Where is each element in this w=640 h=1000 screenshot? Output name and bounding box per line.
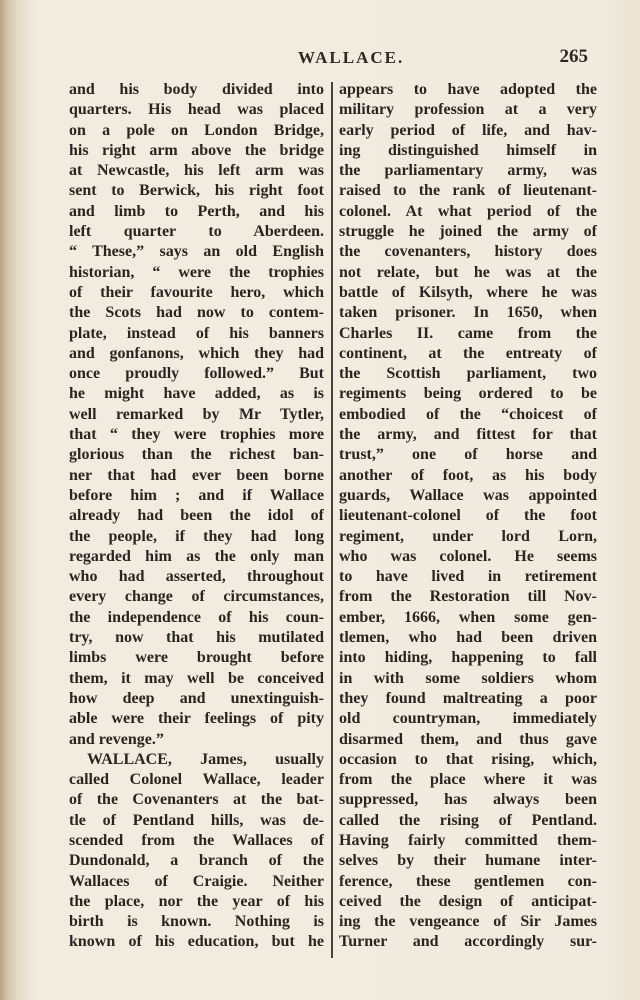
- text-line: Having fairly committed them-: [339, 831, 597, 849]
- text-line: embodied of the “choicest of: [339, 405, 597, 423]
- text-line: quarters. His head was placed: [69, 101, 324, 119]
- text-line: occasion to that rising, which,: [339, 750, 597, 768]
- text-line: at Newcastle, his left arm was: [69, 162, 324, 180]
- text-line: ing distinguished himself in: [339, 141, 597, 159]
- right-text-column: [339, 80, 597, 953]
- text-line: Charles II. came from the: [339, 324, 597, 342]
- text-line: that “ they were trophies more: [69, 426, 324, 444]
- text-line: from the place where it was: [339, 771, 597, 789]
- text-line: tle of Pentland hills, was de-: [69, 811, 324, 829]
- text-line: how deep and unextinguish-: [69, 689, 324, 707]
- running-head: WALLACE.: [298, 48, 405, 67]
- text-line: ing the vengeance of Sir James: [339, 913, 597, 931]
- text-line: tlemen, who had been driven: [339, 629, 597, 647]
- text-line: once proudly followed.” But: [69, 365, 324, 383]
- book-spine-shadow: [0, 0, 30, 1000]
- text-line: WALLACE, James, usually: [87, 750, 324, 768]
- text-line: who had asserted, throughout: [69, 568, 324, 586]
- text-line: scended from the Wallaces of: [69, 831, 324, 849]
- text-line: continent, at the entreaty of: [339, 344, 597, 362]
- text-line: disarmed them, and thus gave: [339, 730, 597, 748]
- text-line: struggle he joined the army of: [339, 223, 597, 241]
- text-line: and gonfanons, which they had: [69, 344, 324, 362]
- text-line: regiment, under lord Lorn,: [339, 527, 597, 545]
- text-line: appears to have adopted the: [339, 81, 597, 98]
- page-header: [70, 48, 600, 70]
- text-line: military profession at a very: [339, 101, 597, 119]
- text-line: regarded him as the only man: [69, 547, 324, 565]
- text-line: already had been the idol of: [69, 507, 324, 525]
- text-line: old countryman, immediately: [339, 710, 597, 728]
- text-line: well remarked by Mr Tytler,: [69, 405, 324, 423]
- left-text-column: [69, 80, 324, 953]
- text-line: Dundonald, a branch of the: [69, 852, 324, 870]
- text-line: left quarter to Aberdeen.: [69, 223, 324, 241]
- text-line: ner that had ever been borne: [69, 466, 324, 484]
- text-line: to have lived in retirement: [339, 568, 597, 586]
- text-line: early period of life, and hav-: [339, 121, 597, 139]
- text-line: another of foot, as his body: [339, 466, 597, 484]
- text-line: plate, instead of his banners: [69, 324, 324, 342]
- text-line: of their favourite hero, which: [69, 283, 324, 301]
- text-line: glorious than the richest ban-: [69, 446, 324, 464]
- text-line: from the Restoration till Nov-: [339, 588, 597, 606]
- text-line: in with some soldiers whom: [339, 669, 597, 687]
- text-line: ceived the design of anticipat-: [339, 892, 597, 910]
- text-line: sent to Berwick, his right foot: [69, 182, 324, 200]
- text-line: the Scottish parliament, two: [339, 365, 597, 383]
- text-line: called the rising of Pentland.: [339, 811, 597, 829]
- text-line: historian, “ were the trophies: [69, 263, 324, 281]
- text-line: ember, 1666, when some gen-: [339, 608, 597, 626]
- text-line: known of his education, but he: [69, 933, 324, 951]
- text-line: the Scots had now to contem-: [69, 304, 324, 322]
- text-line: regiments being ordered to be: [339, 385, 597, 403]
- text-line: his right arm above the bridge: [69, 141, 324, 159]
- text-line: lieutenant-colonel of the foot: [339, 507, 597, 525]
- text-line: birth is known. Nothing is: [69, 913, 324, 931]
- page-number: 265: [559, 46, 588, 67]
- text-line: of the Covenanters at the bat-: [69, 791, 324, 809]
- column-divider: [331, 82, 333, 958]
- text-line: into hiding, happening to fall: [339, 649, 597, 667]
- text-line: the army, and fittest for that: [339, 426, 597, 444]
- text-line: who was colonel. He seems: [339, 547, 597, 565]
- text-line: and limb to Perth, and his: [69, 202, 324, 220]
- text-line: Turner and accordingly sur-: [339, 933, 597, 951]
- text-line: the independence of his coun-: [69, 608, 324, 626]
- text-line: every change of circumstances,: [69, 588, 324, 606]
- text-line: them, it may well be conceived: [69, 669, 324, 687]
- text-line: colonel. At what period of the: [339, 202, 597, 220]
- text-line: the place, nor the year of his: [69, 892, 324, 910]
- text-line: and his body divided into: [69, 81, 324, 98]
- text-line: the people, if they had long: [69, 527, 324, 545]
- text-line: “ These,” says an old English: [69, 243, 324, 261]
- text-line: called Colonel Wallace, leader: [69, 771, 324, 789]
- text-line: guards, Wallace was appointed: [339, 486, 597, 504]
- text-line: he might have added, as is: [69, 385, 324, 403]
- text-line: before him ; and if Wallace: [69, 486, 324, 504]
- text-line: taken prisoner. In 1650, when: [339, 304, 597, 322]
- text-line: ference, these gentlemen con-: [339, 872, 597, 890]
- text-line: Wallaces of Craigie. Neither: [69, 872, 324, 890]
- text-line: battle of Kilsyth, where he was: [339, 283, 597, 301]
- text-line: and revenge.”: [69, 730, 164, 748]
- text-line: on a pole on London Bridge,: [69, 121, 324, 139]
- text-line: they found maltreating a poor: [339, 689, 597, 707]
- text-line: limbs were brought before: [69, 649, 324, 667]
- text-line: raised to the rank of lieutenant-: [339, 182, 597, 200]
- text-line: trust,” one of horse and: [339, 446, 597, 464]
- text-line: the parliamentary army, was: [339, 162, 597, 180]
- text-line: not relate, but he was at the: [339, 263, 597, 281]
- text-line: suppressed, has always been: [339, 791, 597, 809]
- text-line: the covenanters, history does: [339, 243, 597, 261]
- text-line: able were their feelings of pity: [69, 710, 324, 728]
- text-line: try, now that his mutilated: [69, 629, 324, 647]
- text-line: selves by their humane inter-: [339, 852, 597, 870]
